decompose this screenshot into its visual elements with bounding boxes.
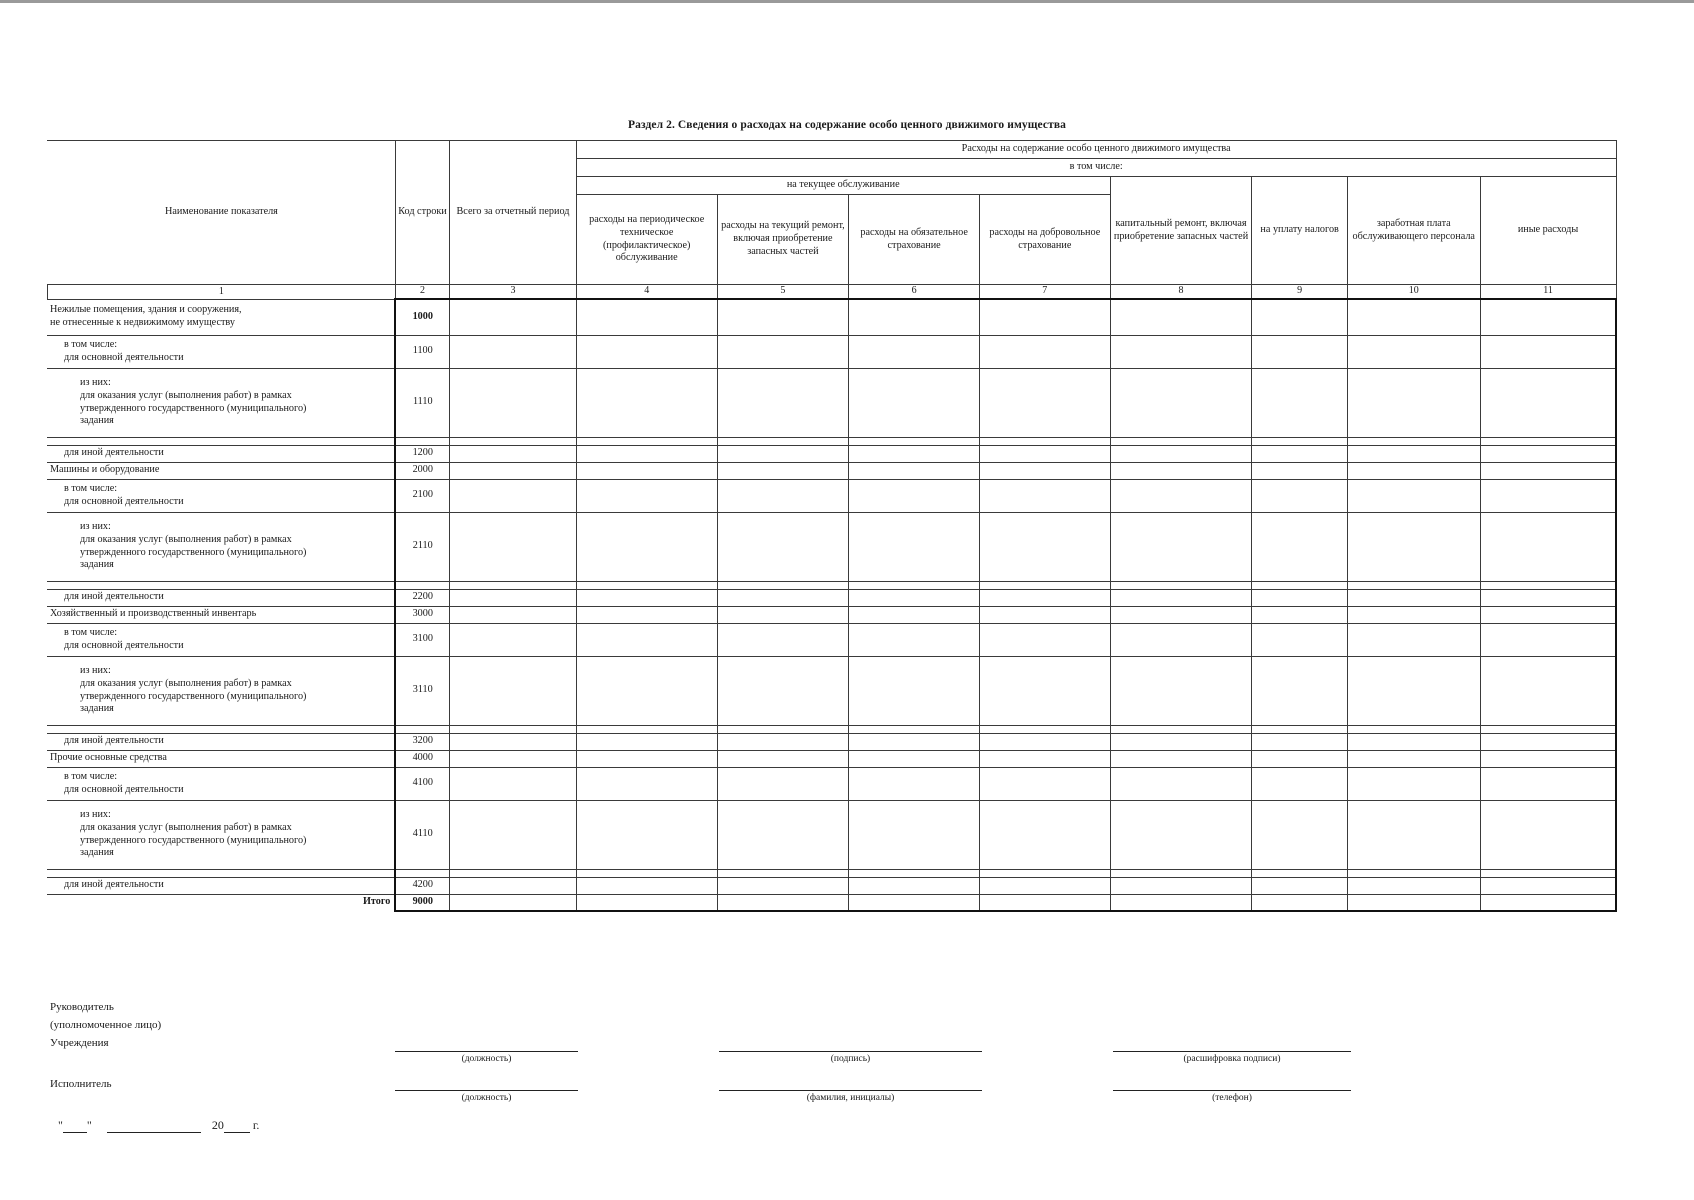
total-label: Итого	[48, 894, 396, 911]
cell[interactable]	[450, 462, 577, 479]
cell[interactable]	[1252, 656, 1348, 725]
cell[interactable]	[1480, 894, 1616, 911]
cell[interactable]	[1480, 656, 1616, 725]
cell[interactable]	[1252, 335, 1348, 368]
cell[interactable]	[450, 656, 577, 725]
cell[interactable]	[979, 767, 1110, 800]
cell[interactable]	[1252, 750, 1348, 767]
decode-line[interactable]	[1113, 1051, 1351, 1052]
colnum: 9	[1252, 285, 1348, 300]
cell[interactable]	[849, 894, 980, 911]
position-line[interactable]	[395, 1051, 578, 1052]
cell[interactable]	[576, 368, 717, 437]
top-border-line	[0, 0, 1694, 3]
row-name: в том числе: для основной деятельности	[48, 767, 396, 800]
cell[interactable]	[450, 335, 577, 368]
row-code: 3110	[395, 656, 449, 725]
cell[interactable]	[1252, 733, 1348, 750]
cell[interactable]	[1252, 299, 1348, 335]
table-row-2110	[48, 512, 1617, 581]
cell[interactable]	[717, 368, 849, 437]
cell[interactable]	[576, 733, 717, 750]
row-code: 4000	[395, 750, 449, 767]
section-title: Раздел 2. Сведения о расходах на содержание особо ценного движимого имущества	[627, 119, 1067, 131]
expenses-table	[47, 140, 1617, 912]
executor-label: Исполнитель	[50, 1078, 112, 1090]
colnum: 7	[979, 285, 1110, 300]
day-blank[interactable]	[63, 1120, 87, 1133]
cell[interactable]	[450, 479, 577, 512]
cell[interactable]	[1480, 335, 1616, 368]
cell[interactable]	[1110, 750, 1252, 767]
table-row-4200	[48, 877, 1617, 894]
cell[interactable]	[979, 512, 1110, 581]
cell[interactable]	[1480, 877, 1616, 894]
cell[interactable]	[1252, 462, 1348, 479]
cell[interactable]	[849, 733, 980, 750]
cell[interactable]	[1110, 368, 1252, 437]
cell[interactable]	[717, 750, 849, 767]
row-name: Машины и оборудование	[48, 462, 396, 479]
cell[interactable]	[1347, 479, 1480, 512]
decode-caption: (расшифровка подписи)	[1183, 1054, 1281, 1064]
row-name: из них: для оказания услуг (выполнения работ) в рамках утвержденного государственного (муниципального) задания	[48, 512, 396, 581]
cell[interactable]	[1110, 589, 1252, 606]
row-name: в том числе: для основной деятельности	[48, 335, 396, 368]
cell[interactable]	[1480, 462, 1616, 479]
colnum: 10	[1347, 285, 1480, 300]
cell[interactable]	[1110, 479, 1252, 512]
cell[interactable]	[1347, 368, 1480, 437]
row-code: 1200	[395, 445, 449, 462]
header-col11: иные расходы	[1480, 177, 1616, 285]
row-name: из них: для оказания услуг (выполнения работ) в рамках утвержденного государственного (муниципального) задания	[48, 368, 396, 437]
cell[interactable]	[1480, 299, 1616, 335]
cell[interactable]	[1252, 877, 1348, 894]
header-col5: расходы на текущий ремонт, включая приобретение запасных частей	[717, 195, 849, 285]
cell[interactable]	[1480, 512, 1616, 581]
cell[interactable]	[849, 462, 980, 479]
cell[interactable]	[1347, 800, 1480, 869]
cell[interactable]	[576, 299, 717, 335]
table-row-2100	[48, 479, 1617, 512]
executor-name-line[interactable]	[719, 1090, 982, 1091]
cell[interactable]	[849, 512, 980, 581]
cell[interactable]	[717, 767, 849, 800]
cell[interactable]	[1252, 479, 1348, 512]
header-code: Код строки	[395, 141, 449, 285]
cell[interactable]	[1110, 445, 1252, 462]
cell[interactable]	[1252, 606, 1348, 623]
row-code: 2110	[395, 512, 449, 581]
cell[interactable]	[1347, 445, 1480, 462]
header-current-maintenance: на текущее обслуживание	[576, 177, 1110, 195]
cell[interactable]	[849, 368, 980, 437]
cell[interactable]	[849, 623, 980, 656]
cell[interactable]	[576, 800, 717, 869]
cell[interactable]	[1347, 606, 1480, 623]
cell[interactable]	[576, 589, 717, 606]
row-name: для иной деятельности	[48, 445, 396, 462]
colnum: 8	[1110, 285, 1252, 300]
column-numbers-row	[48, 285, 1617, 300]
row-name: Хозяйственный и производственный инвентарь	[48, 606, 396, 623]
cell[interactable]	[576, 767, 717, 800]
row-name: Прочие основные средства	[48, 750, 396, 767]
cell[interactable]	[576, 335, 717, 368]
row-code: 1000	[395, 299, 449, 335]
cell[interactable]	[1252, 767, 1348, 800]
cell[interactable]	[849, 877, 980, 894]
cell[interactable]	[1252, 894, 1348, 911]
cell[interactable]	[450, 750, 577, 767]
cell[interactable]	[717, 894, 849, 911]
cell[interactable]	[1110, 299, 1252, 335]
row-code: 3000	[395, 606, 449, 623]
cell[interactable]	[1480, 623, 1616, 656]
row-code: 4100	[395, 767, 449, 800]
cell[interactable]	[717, 335, 849, 368]
row-name: Нежилые помещения, здания и сооружения, не отнесенные к недвижимому имуществу	[48, 299, 396, 335]
row-code: 2200	[395, 589, 449, 606]
row-name: из них: для оказания услуг (выполнения работ) в рамках утвержденного государственного (муниципального) задания	[48, 656, 396, 725]
cell[interactable]	[1347, 299, 1480, 335]
row-code: 4110	[395, 800, 449, 869]
cell[interactable]	[450, 368, 577, 437]
cell[interactable]	[450, 767, 577, 800]
month-blank[interactable]	[107, 1120, 201, 1133]
cell[interactable]	[1480, 606, 1616, 623]
cell[interactable]	[576, 750, 717, 767]
cell[interactable]	[849, 299, 980, 335]
cell[interactable]	[576, 512, 717, 581]
spacer-row	[48, 437, 1617, 445]
header-including: в том числе:	[576, 159, 1616, 177]
row-name: для иной деятельности	[48, 877, 396, 894]
head-label: Руководитель (уполномоченное лицо) Учреждения	[50, 1001, 162, 1049]
cell[interactable]	[1110, 894, 1252, 911]
cell[interactable]	[979, 894, 1110, 911]
table-row-total	[48, 894, 1617, 911]
cell[interactable]	[450, 299, 577, 335]
cell[interactable]	[450, 733, 577, 750]
cell[interactable]	[450, 512, 577, 581]
cell[interactable]	[849, 335, 980, 368]
table-row-2200	[48, 589, 1617, 606]
cell[interactable]	[979, 299, 1110, 335]
cell[interactable]	[1480, 368, 1616, 437]
cell[interactable]	[849, 800, 980, 869]
cell[interactable]	[717, 877, 849, 894]
cell[interactable]	[1110, 462, 1252, 479]
header-total: Всего за отчетный период	[450, 141, 577, 285]
table-row-1200	[48, 445, 1617, 462]
cell[interactable]	[717, 656, 849, 725]
cell[interactable]	[1110, 512, 1252, 581]
cell[interactable]	[576, 606, 717, 623]
cell[interactable]	[1110, 623, 1252, 656]
cell[interactable]	[450, 606, 577, 623]
row-name: в том числе: для основной деятельности	[48, 479, 396, 512]
cell[interactable]	[1110, 606, 1252, 623]
cell[interactable]	[1347, 877, 1480, 894]
cell[interactable]	[979, 656, 1110, 725]
date-field[interactable]: " " 20 г.	[58, 1118, 260, 1132]
cell[interactable]	[1480, 445, 1616, 462]
cell[interactable]	[849, 767, 980, 800]
cell[interactable]	[1347, 894, 1480, 911]
cell[interactable]	[576, 877, 717, 894]
cell[interactable]	[849, 750, 980, 767]
cell[interactable]	[1347, 335, 1480, 368]
cell[interactable]	[717, 479, 849, 512]
cell[interactable]	[849, 656, 980, 725]
cell[interactable]	[717, 606, 849, 623]
cell[interactable]	[1347, 462, 1480, 479]
table-row-3000	[48, 606, 1617, 623]
row-name: в том числе: для основной деятельности	[48, 623, 396, 656]
cell[interactable]	[1252, 368, 1348, 437]
cell[interactable]	[849, 606, 980, 623]
colnum: 4	[576, 285, 717, 300]
cell[interactable]	[576, 656, 717, 725]
row-code: 4200	[395, 877, 449, 894]
row-name: для иной деятельности	[48, 589, 396, 606]
cell[interactable]	[1347, 589, 1480, 606]
cell[interactable]	[979, 445, 1110, 462]
cell[interactable]	[979, 589, 1110, 606]
table-row-1000	[48, 299, 1617, 335]
row-name: из них: для оказания услуг (выполнения работ) в рамках утвержденного государственного (муниципального) задания	[48, 800, 396, 869]
cell[interactable]	[1252, 589, 1348, 606]
table-row-2000	[48, 462, 1617, 479]
cell[interactable]	[979, 368, 1110, 437]
cell[interactable]	[979, 623, 1110, 656]
cell[interactable]	[1110, 767, 1252, 800]
header-col10: заработная плата обслуживающего персонала	[1347, 177, 1480, 285]
table-row-1110	[48, 368, 1617, 437]
header-col4: расходы на периодическое техническое (профилактическое) обслуживание	[576, 195, 717, 285]
cell[interactable]	[1110, 656, 1252, 725]
row-code: 1110	[395, 368, 449, 437]
cell[interactable]	[576, 445, 717, 462]
cell[interactable]	[1480, 800, 1616, 869]
cell[interactable]	[717, 589, 849, 606]
cell[interactable]	[1480, 767, 1616, 800]
cell[interactable]	[1110, 335, 1252, 368]
phone-caption: (телефон)	[1212, 1093, 1252, 1103]
executor-name-caption: (фамилия, инициалы)	[806, 1093, 895, 1103]
table-row-1100	[48, 335, 1617, 368]
spacer-row	[48, 581, 1617, 589]
header-col9: на уплату налогов	[1252, 177, 1348, 285]
cell[interactable]	[717, 800, 849, 869]
cell[interactable]	[576, 479, 717, 512]
cell[interactable]	[576, 894, 717, 911]
spacer-row	[48, 869, 1617, 877]
cell[interactable]	[717, 623, 849, 656]
row-code: 3200	[395, 733, 449, 750]
position-caption: (должность)	[461, 1054, 512, 1064]
cell[interactable]	[979, 606, 1110, 623]
table-row-4110	[48, 800, 1617, 869]
header-col6: расходы на обязательное страхование	[849, 195, 980, 285]
colnum: 5	[717, 285, 849, 300]
cell[interactable]	[1347, 767, 1480, 800]
colnum: 2	[395, 285, 449, 300]
cell[interactable]	[717, 512, 849, 581]
table-row-3110	[48, 656, 1617, 725]
header-name: Наименование показателя	[48, 141, 396, 285]
row-code: 3100	[395, 623, 449, 656]
cell[interactable]	[1347, 512, 1480, 581]
cell[interactable]	[450, 589, 577, 606]
table-row-3200	[48, 733, 1617, 750]
cell[interactable]	[1110, 877, 1252, 894]
header-col8: капитальный ремонт, включая приобретение запасных частей	[1110, 177, 1252, 285]
row-code: 2000	[395, 462, 449, 479]
spacer-row	[48, 725, 1617, 733]
colnum: 1	[48, 285, 396, 300]
row-code: 2100	[395, 479, 449, 512]
executor-position-line[interactable]	[395, 1090, 578, 1091]
cell[interactable]	[450, 877, 577, 894]
cell[interactable]	[1480, 589, 1616, 606]
cell[interactable]	[1347, 733, 1480, 750]
cell[interactable]	[979, 335, 1110, 368]
cell[interactable]	[450, 445, 577, 462]
header-expenses: Расходы на содержание особо ценного движимого имущества	[576, 141, 1616, 159]
cell[interactable]	[450, 623, 577, 656]
row-code: 1100	[395, 335, 449, 368]
signature-line[interactable]	[719, 1051, 982, 1052]
cell[interactable]	[979, 800, 1110, 869]
cell[interactable]	[1347, 623, 1480, 656]
cell[interactable]	[450, 800, 577, 869]
cell[interactable]	[1480, 750, 1616, 767]
signature-caption: (подпись)	[830, 1054, 871, 1064]
table-row-3100	[48, 623, 1617, 656]
cell[interactable]	[1252, 512, 1348, 581]
cell[interactable]	[717, 733, 849, 750]
colnum: 11	[1480, 285, 1616, 300]
cell[interactable]	[576, 462, 717, 479]
cell[interactable]	[1252, 623, 1348, 656]
cell[interactable]	[979, 750, 1110, 767]
colnum: 3	[450, 285, 577, 300]
header-col7: расходы на добровольное страхование	[979, 195, 1110, 285]
cell[interactable]	[979, 479, 1110, 512]
cell[interactable]	[1252, 445, 1348, 462]
cell[interactable]	[717, 462, 849, 479]
cell[interactable]	[1110, 800, 1252, 869]
cell[interactable]	[849, 479, 980, 512]
colnum: 6	[849, 285, 980, 300]
cell[interactable]	[1110, 733, 1252, 750]
table-row-4100	[48, 767, 1617, 800]
cell[interactable]	[849, 589, 980, 606]
cell[interactable]	[450, 894, 577, 911]
cell[interactable]	[576, 623, 717, 656]
row-code: 9000	[395, 894, 449, 911]
cell[interactable]	[1480, 479, 1616, 512]
table-row-4000	[48, 750, 1617, 767]
cell[interactable]	[979, 462, 1110, 479]
cell[interactable]	[1347, 656, 1480, 725]
cell[interactable]	[849, 445, 980, 462]
executor-position-caption: (должность)	[461, 1093, 512, 1103]
cell[interactable]	[1347, 750, 1480, 767]
cell[interactable]	[1252, 800, 1348, 869]
cell[interactable]	[717, 445, 849, 462]
cell[interactable]	[717, 299, 849, 335]
year-blank[interactable]	[224, 1120, 250, 1133]
cell[interactable]	[1480, 733, 1616, 750]
cell[interactable]	[979, 733, 1110, 750]
phone-line[interactable]	[1113, 1090, 1351, 1091]
row-name: для иной деятельности	[48, 733, 396, 750]
cell[interactable]	[979, 877, 1110, 894]
